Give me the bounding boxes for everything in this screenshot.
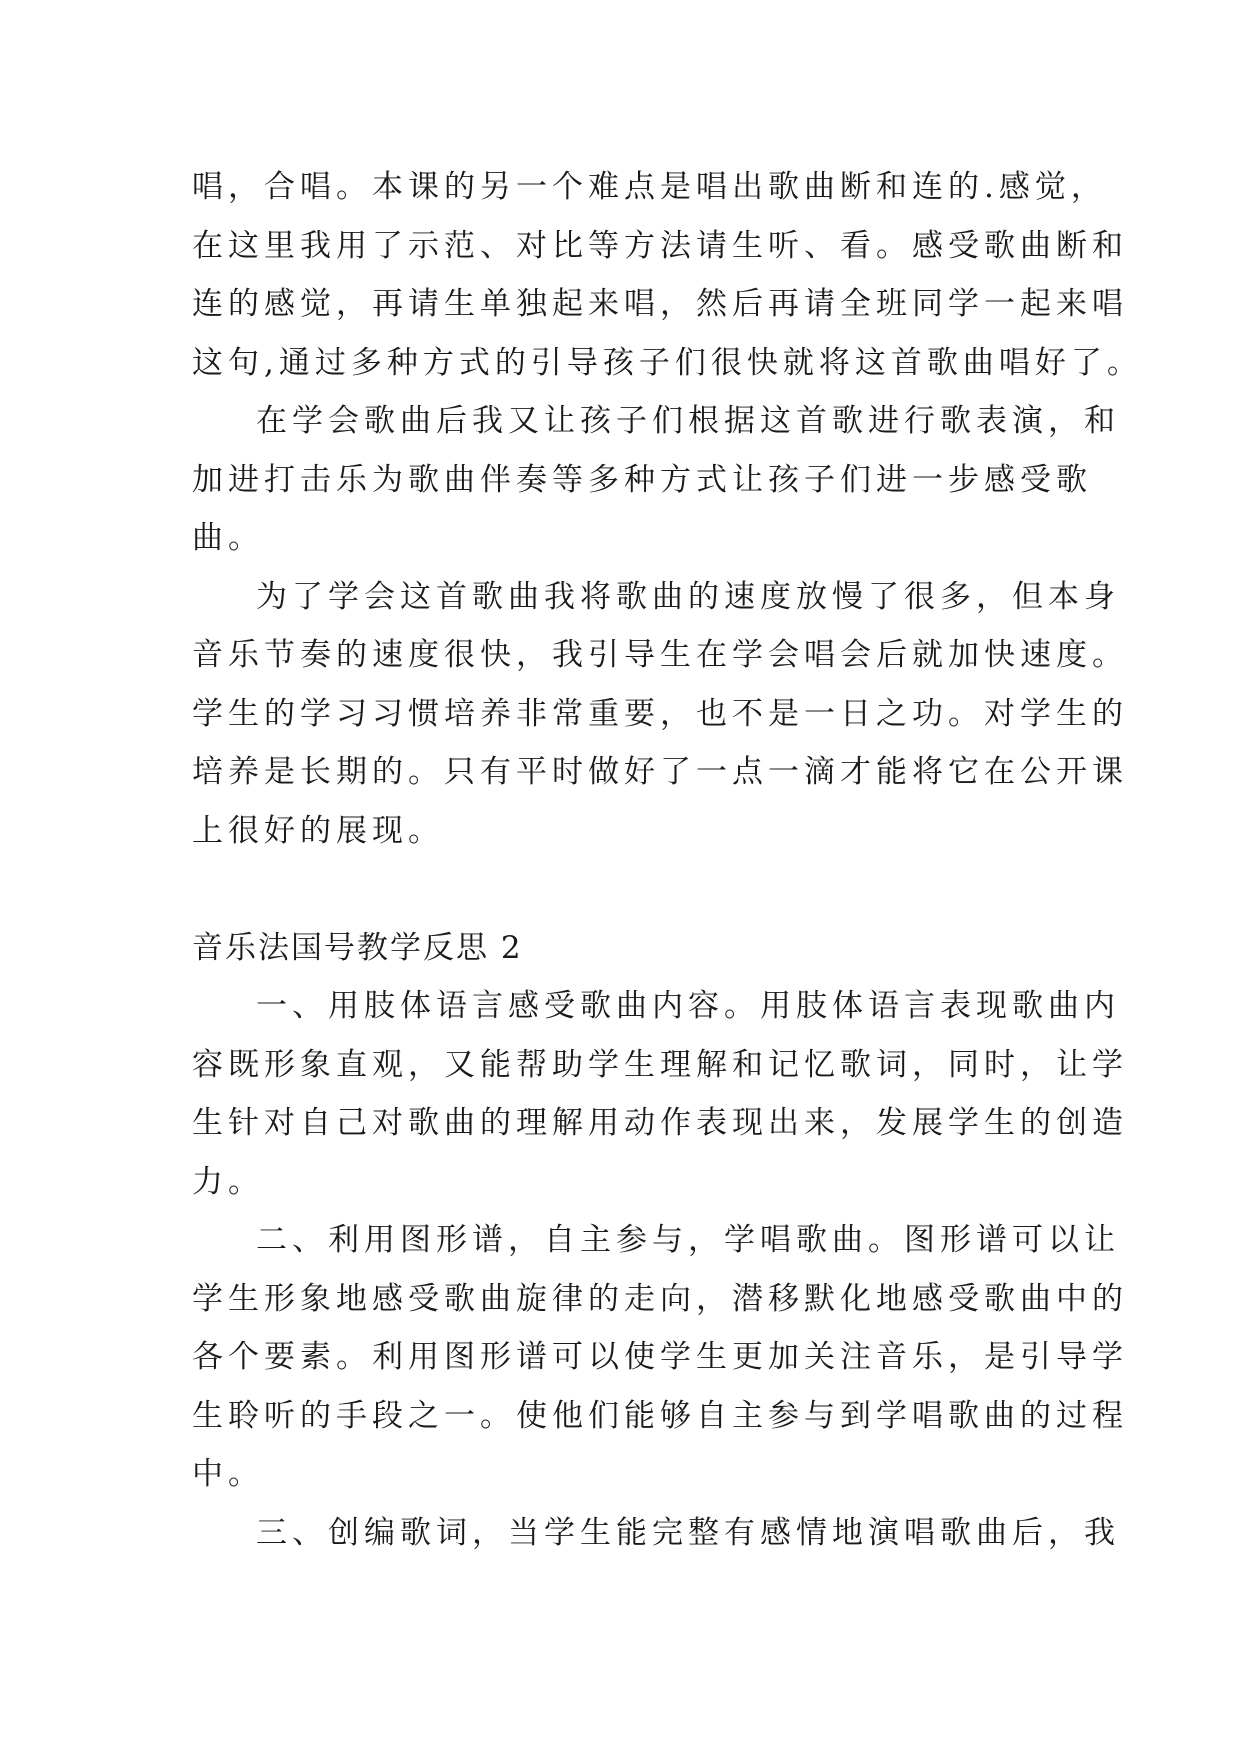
text-line: 在这里我用了示范、对比等方法请生听、看。感受歌曲断和 — [192, 227, 1128, 264]
text-line: 培养是长期的。只有平时做好了一点一滴才能将它在公开课 — [192, 754, 1128, 790]
text-line: 学生的学习习惯培养非常重要，也不是一日之功。对学生的 — [192, 695, 1128, 732]
text-line: 二、利用图形谱，自主参与，学唱歌曲。图形谱可以让 — [256, 1222, 1120, 1258]
text-line: 加进打击乐为歌曲伴奏等多种方式让孩子们进一步感受歌 — [192, 461, 1092, 498]
text-line: 学生形象地感受歌曲旋律的走向，潜移默化地感受歌曲中的 — [192, 1280, 1128, 1317]
document-body — [192, 158, 1143, 1562]
paragraph-2 — [192, 392, 1120, 568]
blank-line — [192, 860, 1072, 919]
text-line: 容既形象直观，又能帮助学生理解和记忆歌词，同时，让学 — [192, 1046, 1128, 1083]
text-line: 音乐节奏的速度很快，我引导生在学会唱会后就加快速度。 — [192, 637, 1128, 673]
section-heading: 音乐法国号教学反思 2 — [192, 929, 523, 966]
text-line: 连的感觉，再请生单独起来唱，然后再请全班同学一起来唱 — [192, 286, 1128, 322]
text-line: 曲。 — [192, 520, 264, 556]
text-line: 三、创编歌词，当学生能完整有感情地演唱歌曲后，我 — [256, 1514, 1120, 1551]
text-line: 力。 — [192, 1163, 264, 1200]
paragraph-4 — [192, 977, 1128, 1211]
text-line: 在学会歌曲后我又让孩子们根据这首歌进行歌表演，和 — [256, 403, 1120, 439]
text-line: 生针对自己对歌曲的理解用动作表现出来，发展学生的创造 — [192, 1105, 1128, 1141]
text-line: 一、用肢体语言感受歌曲内容。用肢体语言表现歌曲内 — [256, 988, 1120, 1024]
text-line: 上很好的展现。 — [192, 812, 444, 849]
paragraph-1 — [192, 158, 1143, 392]
text-line: 生聆听的手段之一。使他们能够自主参与到学唱歌曲的过程 — [192, 1397, 1128, 1434]
text-line: 各个要素。利用图形谱可以使学生更加关注音乐，是引导学 — [192, 1339, 1128, 1375]
text-line: 为了学会这首歌曲我将歌曲的速度放慢了很多，但本身 — [256, 578, 1120, 615]
paragraph-5 — [192, 1211, 1128, 1504]
text-line: 这句,通过多种方式的引导孩子们很快就将这首歌曲唱好了。 — [192, 344, 1143, 381]
paragraph-6 — [192, 1504, 1120, 1563]
paragraph-3 — [192, 568, 1128, 861]
text-line: 唱，合唱。本课的另一个难点是唱出歌曲断和连的.感觉， — [192, 169, 1107, 205]
text-line: 中。 — [192, 1456, 264, 1492]
